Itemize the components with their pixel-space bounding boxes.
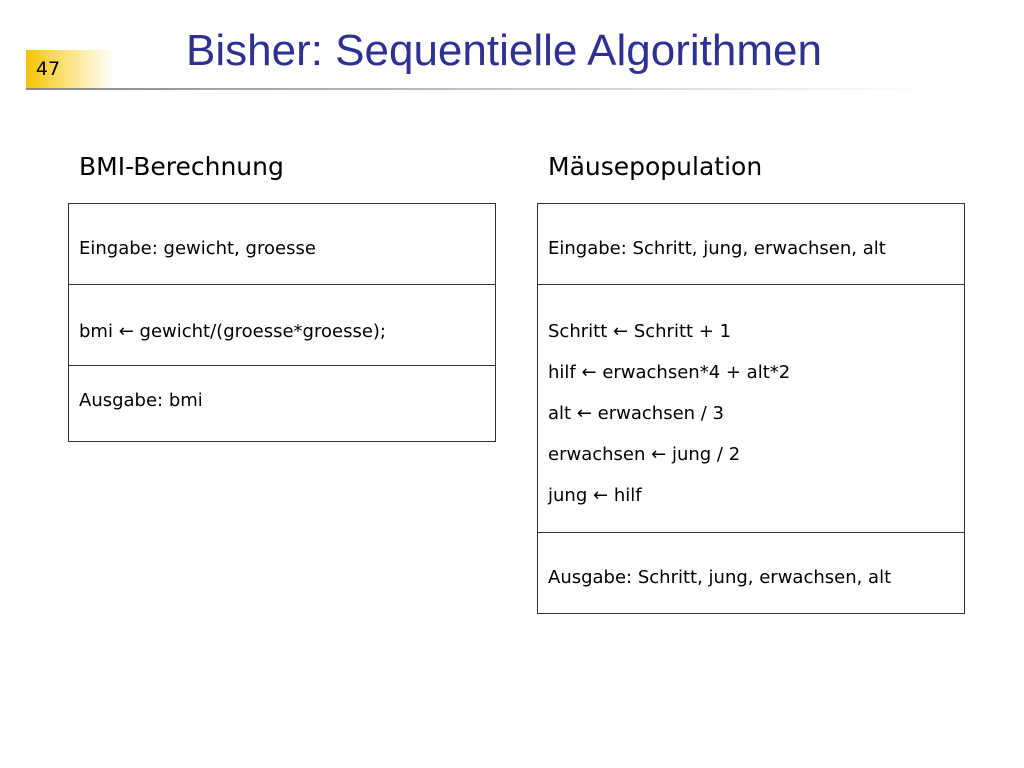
statement-line (548, 321, 731, 342)
title-divider (26, 88, 926, 90)
left-arrow-icon: ← (612, 321, 629, 342)
statement-expression: jung / 2 (671, 444, 741, 465)
statement-variable: jung (548, 485, 588, 506)
bmi-section-title: BMI-Berechnung (79, 152, 284, 181)
bmi-output-text: Ausgabe: bmi (79, 390, 203, 411)
mouse-process-block (538, 285, 964, 533)
statement-line (548, 485, 642, 506)
statement-expression: erwachsen*4 + alt*2 (602, 362, 791, 383)
left-arrow-icon: ← (576, 403, 592, 424)
slide-number-badge (26, 50, 114, 88)
mouse-output-text: Ausgabe: Schritt, jung, erwachsen, alt (548, 567, 892, 588)
statement-line (548, 362, 790, 383)
mouse-section-title: Mäusepopulation (548, 152, 763, 181)
mouse-input-block (538, 204, 964, 285)
bmi-input-block (69, 204, 495, 285)
left-arrow-icon: ← (651, 444, 667, 465)
statement-expression: gewicht/(groesse*groesse); (139, 321, 386, 342)
bmi-input-text: Eingabe: gewicht, groesse (79, 238, 316, 259)
statement-variable: Schritt (548, 321, 608, 342)
mouse-input-text: Eingabe: Schritt, jung, erwachsen, alt (548, 238, 886, 259)
left-arrow-icon: ← (581, 362, 597, 383)
page-title: Bisher: Sequentielle Algorithmen (186, 26, 822, 75)
left-arrow-icon: ← (592, 485, 609, 506)
left-arrow-icon: ← (118, 321, 134, 342)
statement-line (548, 403, 724, 424)
statement-variable: hilf (548, 362, 576, 383)
statement-line (79, 321, 386, 342)
bmi-output-block (69, 366, 495, 441)
mouse-output-block (538, 533, 964, 613)
bmi-process-block (69, 285, 495, 366)
statement-variable: alt (548, 403, 572, 424)
statement-expression: Schritt + 1 (633, 321, 732, 342)
bmi-structogram (68, 203, 496, 442)
statement-variable: erwachsen (548, 444, 646, 465)
statement-variable: bmi (79, 321, 113, 342)
statement-line (548, 444, 740, 465)
slide-number: 47 (35, 58, 61, 80)
mouse-structogram (537, 203, 965, 614)
statement-expression: hilf (613, 485, 642, 506)
statement-expression: erwachsen / 3 (597, 403, 725, 424)
